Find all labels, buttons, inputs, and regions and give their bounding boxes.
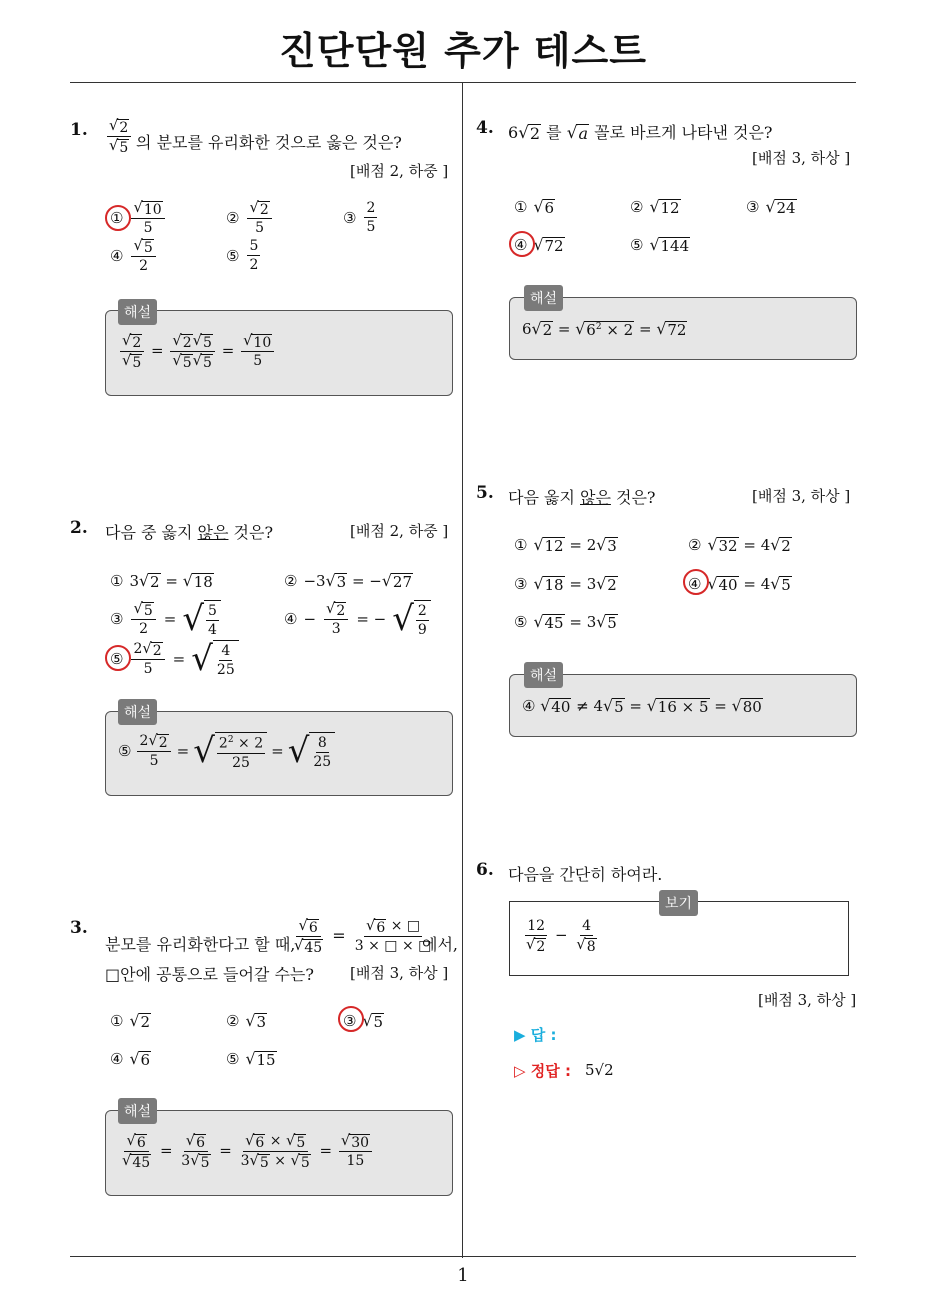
question-expression: √ 6 √ 45 = √ 6 × □ 3 × □ × □	[294, 917, 432, 956]
option-1[interactable]: ① √ 6	[514, 196, 555, 217]
solution-expression: √ 6 √ 45 = √ 6 3 √ 5 = √ 6 × √ 5 3 √ 5 × √ 5 = √ 30 15	[118, 1133, 374, 1170]
option-4[interactable]: ④ √ 72	[514, 234, 564, 255]
answer-label[interactable]: ▶ 답 :	[514, 1026, 557, 1044]
example-tag: 보기	[659, 890, 698, 916]
solution-tag: 해설	[118, 699, 157, 725]
page-number: 1	[457, 1265, 469, 1286]
option-2[interactable]: ② √ 2 5	[226, 200, 274, 236]
question-number: 5.	[476, 483, 494, 503]
bottom-rule	[70, 1256, 856, 1257]
solution-tag: 해설	[524, 662, 563, 688]
score-label: [배점 2, 하중 ]	[350, 162, 449, 180]
column-divider	[462, 82, 463, 1258]
option-5[interactable]: ⑤ √ 144	[630, 234, 690, 255]
solution-tag: 해설	[118, 1098, 157, 1124]
solution-expression: 6 √ 2 = √ $6^2 \times 2$ = √ 72	[522, 319, 687, 339]
solution-tag: 해설	[524, 285, 563, 311]
option-5[interactable]: ⑤ $\frac{5}{2}$	[226, 238, 259, 274]
question-number: 3.	[70, 918, 88, 938]
question-number: 2.	[70, 518, 88, 538]
option-4[interactable]: ④ √ 40 = 4 √ 5	[688, 574, 791, 594]
question-number: 4.	[476, 118, 494, 138]
solution-tag: 해설	[118, 299, 157, 325]
correct-answer-value: 5√2	[585, 1061, 614, 1079]
option-2[interactable]: ② −3 √ 3 = − √ 27	[284, 571, 412, 591]
option-1[interactable]: ① √ 10 5	[110, 200, 167, 236]
answer-mark	[683, 569, 709, 595]
question-text: 분모를 유리화한다고 할 때,	[105, 935, 296, 954]
question-expression: √ 2 √ 5	[105, 118, 133, 155]
option-3[interactable]: ③ √ 18 = 3 √ 2	[514, 574, 617, 594]
option-3[interactable]: ③ √ 5 2 = √ $\frac{5}{4}$	[110, 600, 221, 638]
option-5[interactable]: ⑤ √ 15	[226, 1048, 276, 1069]
solution-expression: √ 2 √ 5 = √ 2 √ 5 √ 5 √ 5 = √ 10 5	[118, 333, 276, 370]
solution-expression: ④ √ 40 ≠ 4 √ 5 = √ 16 × 5 = √ 80	[522, 696, 762, 716]
question-number: 1.	[70, 120, 88, 140]
top-rule	[70, 82, 856, 83]
option-2[interactable]: ② √ 12	[630, 196, 680, 217]
solution-expression: ⑤ 2 √ 2 5 = √ $\frac{2^2 \times 2}{25}$ = √ $\frac{8}{25}$	[118, 732, 335, 771]
option-4[interactable]: ④ √ 6	[110, 1048, 151, 1069]
question-text: 다음 중 옳지 않은 것은?	[105, 523, 274, 542]
answer-mark	[105, 645, 131, 671]
score-label: [배점 2, 하중 ]	[350, 522, 449, 540]
option-5[interactable]: ⑤ √ 45 = 3 √ 5	[514, 612, 617, 632]
question-text: 의 분모를 유리화한 것으로 옳은 것은?	[136, 133, 402, 152]
question-number: 6.	[476, 860, 494, 880]
option-3[interactable]: ③ $\frac{2}{5}$	[343, 200, 376, 236]
score-label: [배점 3, 하상 ]	[752, 149, 851, 167]
page-title: 진단단원 추가 테스트	[279, 29, 647, 73]
question-text: 6 √ 2 를 √ a 꼴로 바르게 나타낸 것은?	[508, 122, 773, 143]
answer-mark	[105, 205, 131, 231]
option-4[interactable]: ④ √ 5 2	[110, 238, 158, 274]
score-label: [배점 3, 하상 ]	[350, 964, 449, 982]
option-1[interactable]: ① 3 √ 2 = √ 18	[110, 571, 213, 591]
answer-mark	[509, 231, 535, 257]
question-text: 다음을 간단히 하여라.	[508, 865, 663, 884]
option-3[interactable]: ③ √ 5	[343, 1010, 384, 1031]
solution-box	[105, 1110, 453, 1196]
score-label: [배점 3, 하상 ]	[752, 487, 851, 505]
score-label: [배점 3, 하상 ]	[758, 991, 857, 1009]
option-2[interactable]: ② √ 32 = 4 √ 2	[688, 535, 791, 555]
option-1[interactable]: ① √ 12 = 2 √ 3	[514, 535, 617, 555]
correct-answer-label: ▷ 정답 :	[514, 1062, 571, 1080]
answer-mark	[338, 1006, 364, 1032]
option-2[interactable]: ② √ 3	[226, 1010, 267, 1031]
option-3[interactable]: ③ √ 24	[746, 196, 796, 217]
option-1[interactable]: ① √ 2	[110, 1010, 151, 1031]
option-4[interactable]: ④ − √ 2 3 = − √ $\frac{2}{9}$	[284, 600, 431, 638]
question-text: 다음 옳지 않은 것은?	[508, 488, 656, 507]
example-expression: 12 √ 2 − 4 √ 8	[526, 918, 596, 956]
solution-box	[105, 711, 453, 796]
option-5[interactable]: ⑤ 2 √ 2 5 = √ $\frac{4}{25}$	[110, 640, 239, 678]
question-text-3: □안에 공통으로 들어갈 수는?	[105, 965, 314, 984]
question-text-2: 에서,	[422, 935, 458, 954]
solution-box	[105, 310, 453, 396]
